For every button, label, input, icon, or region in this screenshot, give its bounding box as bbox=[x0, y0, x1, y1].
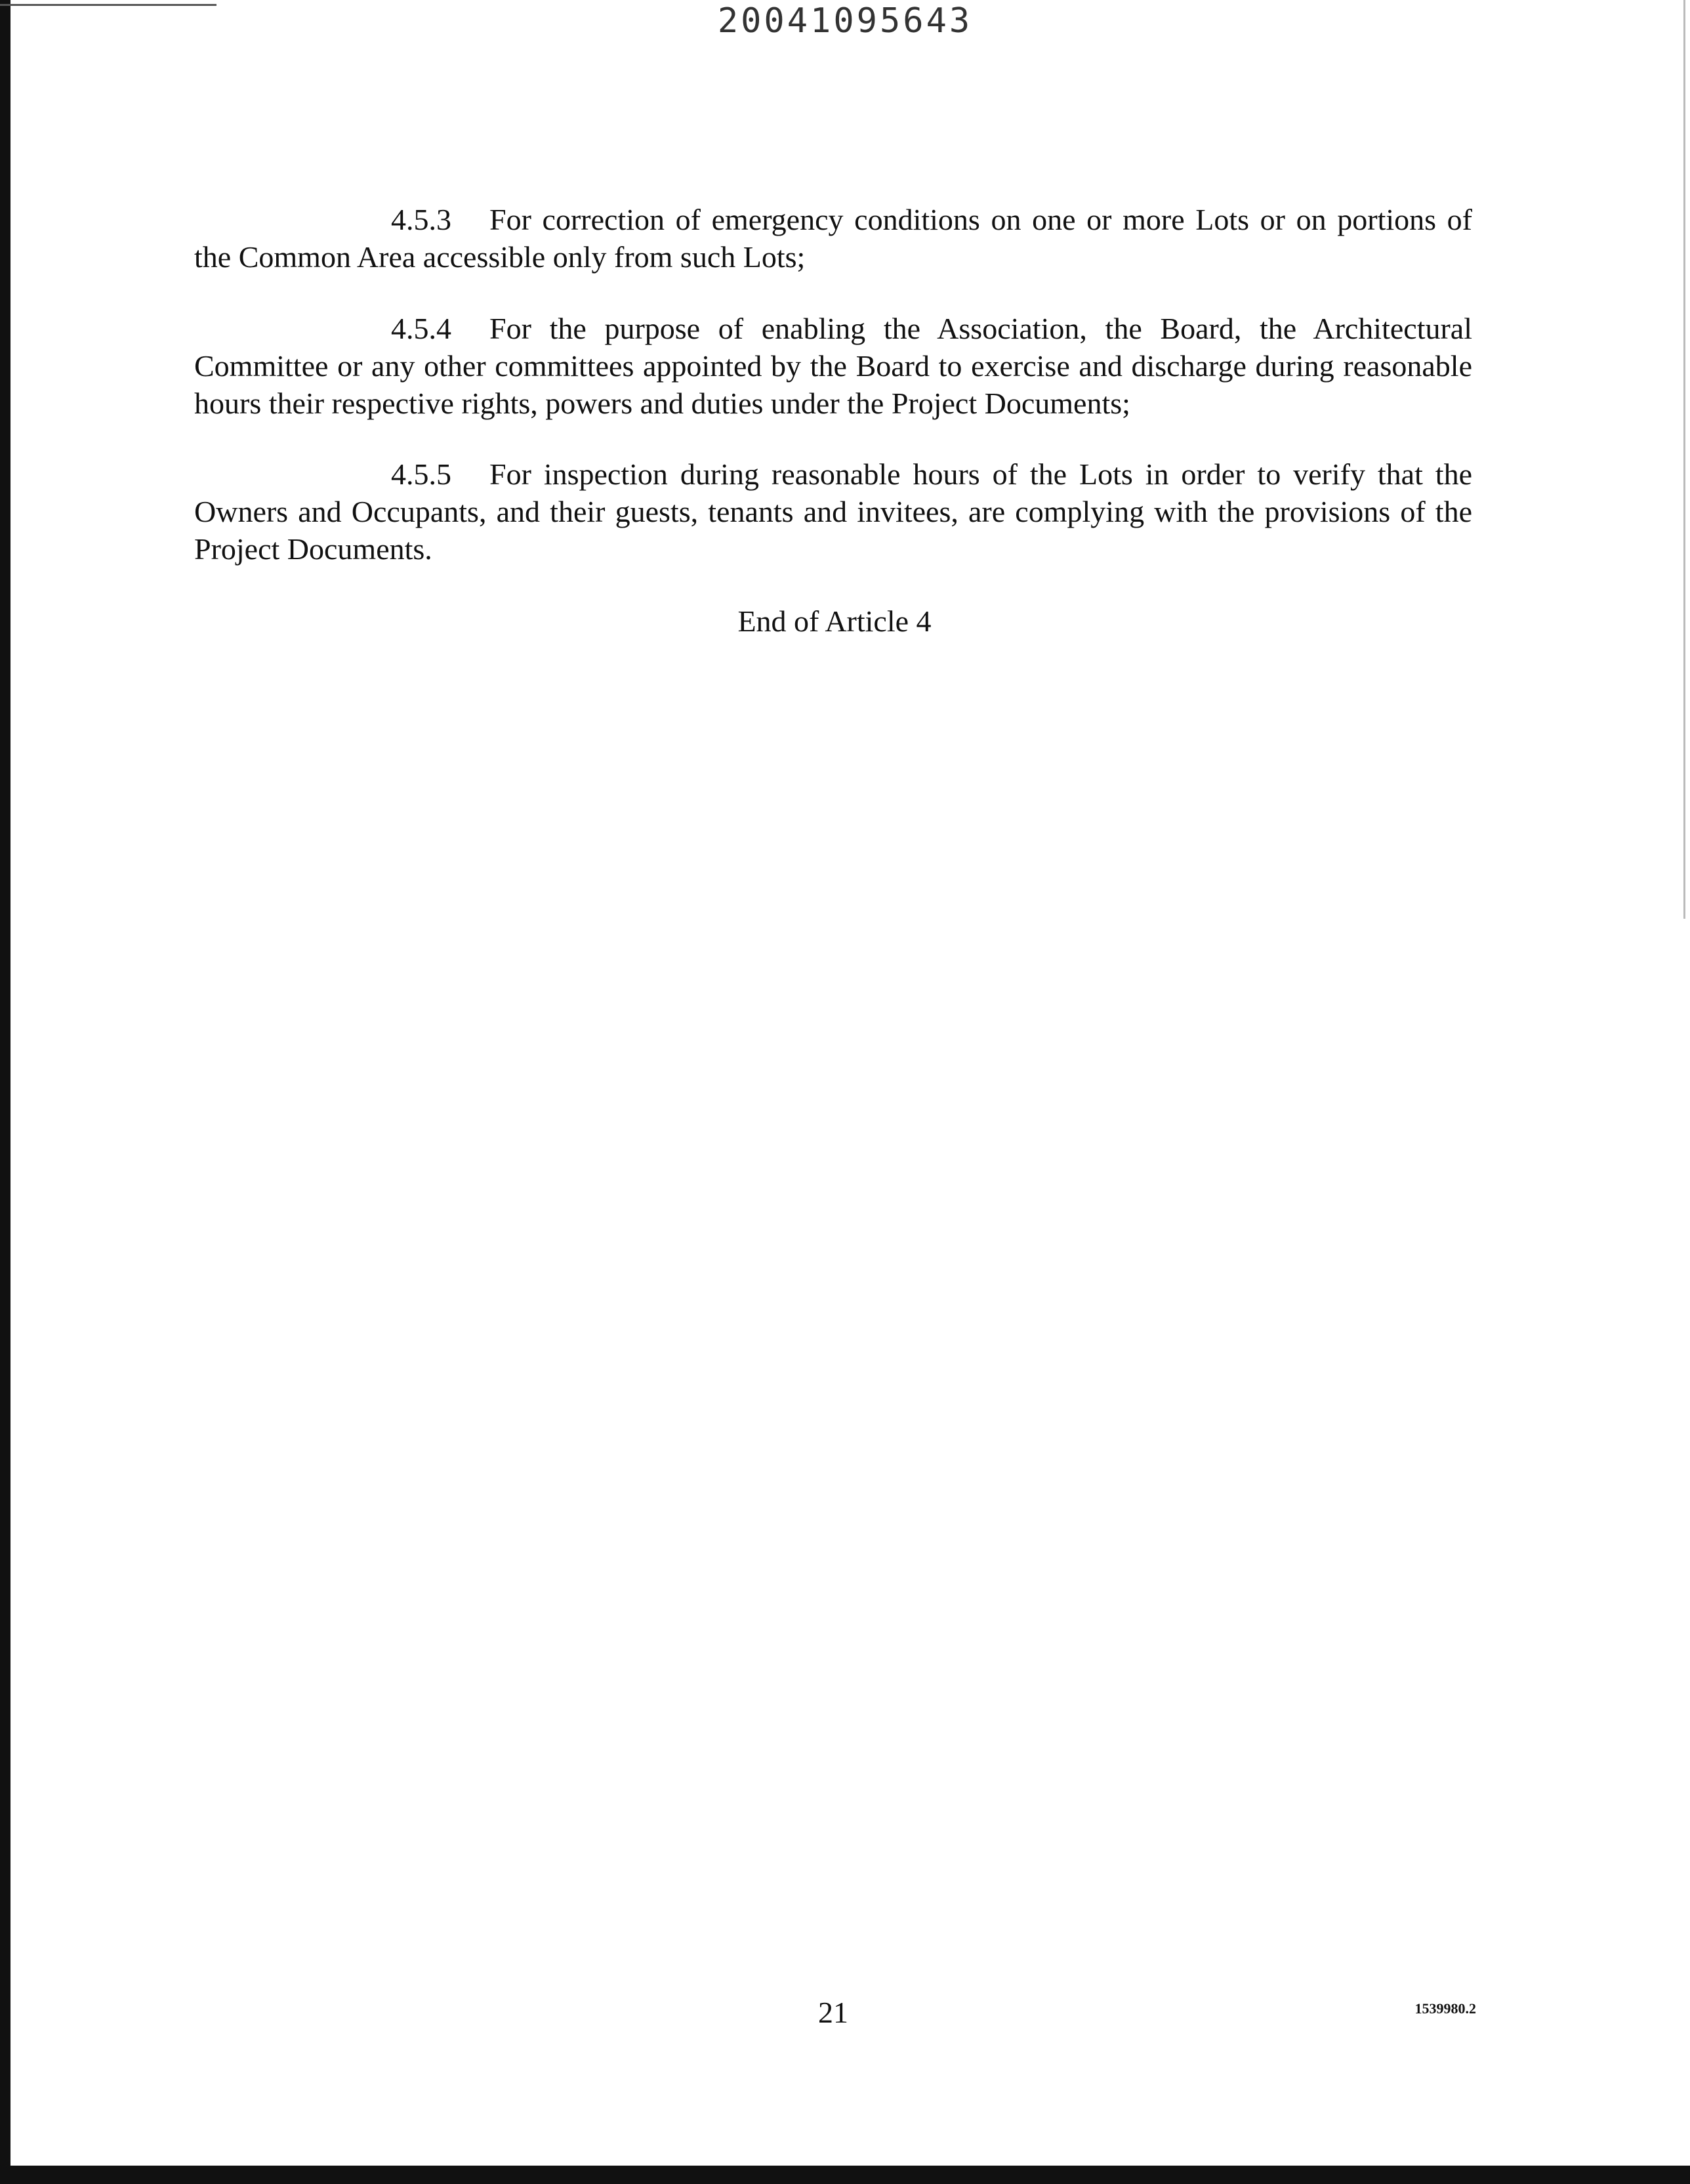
paragraph-text: For correction of emergency conditions on one or more Lots or on portions of the Common Area accessible only from such Lots; bbox=[194, 203, 1472, 274]
scan-edge-right bbox=[1683, 0, 1685, 919]
section-number: 4.5.3 bbox=[391, 203, 451, 236]
page-number: 21 bbox=[818, 1996, 848, 2029]
paragraph-text: For the purpose of enabling the Association, the Board, the Architectural Committee or any other committees appointed by the Board to exercise and discharge during reasonable hours their respective rights, powers and duties under the Project Documents; bbox=[194, 312, 1472, 420]
paragraph-4-5-4 bbox=[194, 310, 1472, 422]
document-id: 1539980.2 bbox=[1414, 2000, 1476, 2017]
paragraph-text: For inspection during reasonable hours of the Lots in order to verify that the Owners and Occupants, and their guests, tenants and invitees, are complying with the provisions of the Project Documents. bbox=[194, 457, 1472, 566]
document-recording-number: 20041095643 bbox=[717, 1, 973, 41]
end-of-article-marker: End of Article 4 bbox=[737, 604, 932, 638]
paragraph-4-5-5 bbox=[194, 455, 1472, 568]
paragraph-4-5-3 bbox=[194, 201, 1472, 276]
scan-edge-bottom bbox=[0, 2166, 1690, 2184]
section-number: 4.5.4 bbox=[391, 312, 451, 345]
scan-edge-left bbox=[0, 0, 10, 2184]
section-number: 4.5.5 bbox=[391, 457, 451, 491]
